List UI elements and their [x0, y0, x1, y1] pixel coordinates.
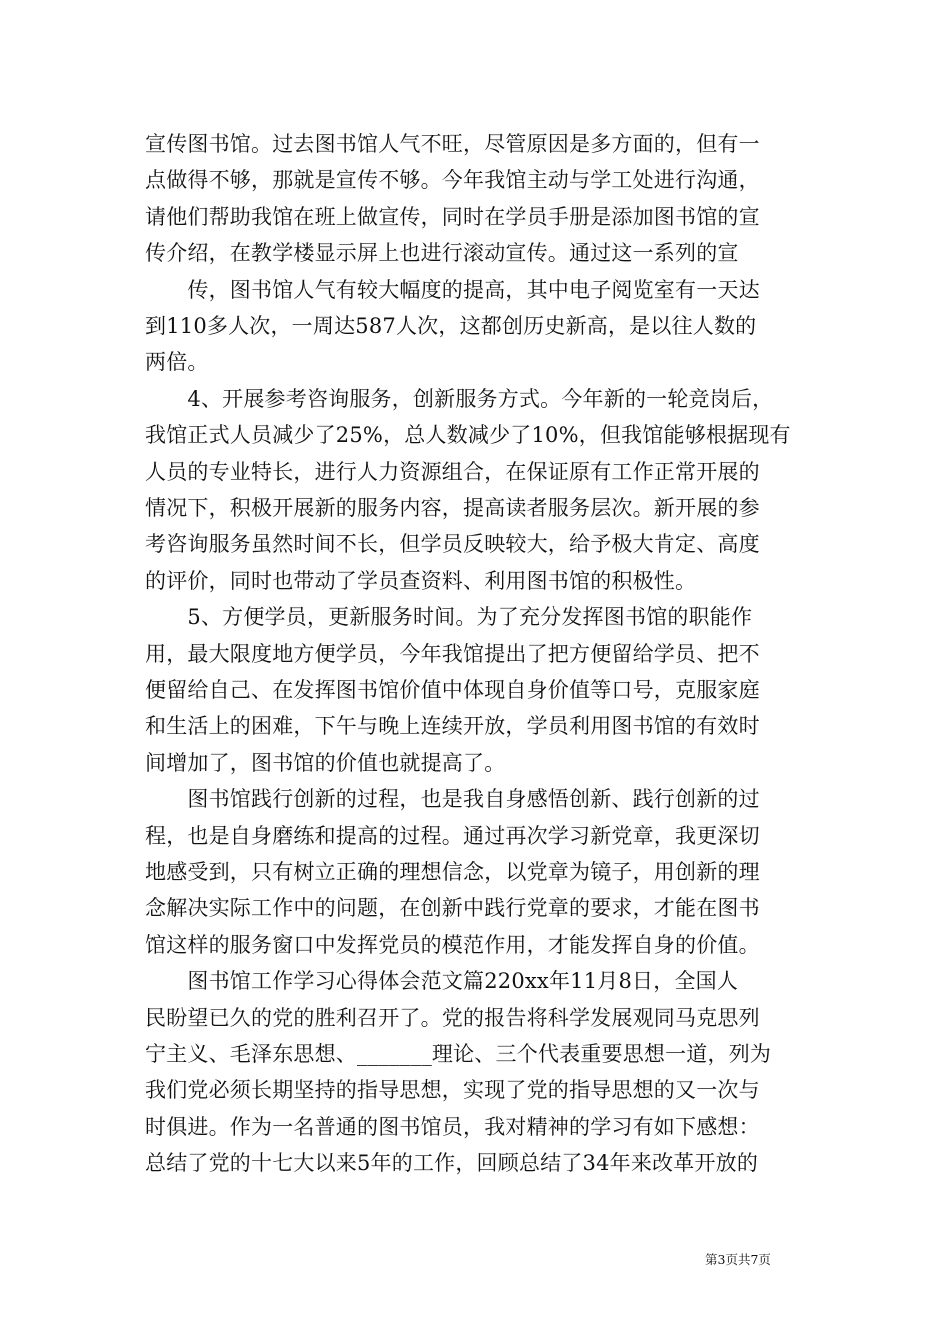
text-line: 我馆正式人员减少了25%，总人数减少了10%，但我馆能够根据现有 — [145, 423, 791, 448]
text-line: 便留给自己、在发挥图书馆价值中体现自身价值等口号，克服家庭 — [145, 678, 760, 702]
page-footer: 第3页共7页 — [705, 1252, 771, 1267]
text-line: 宣传图书馆。过去图书馆人气不旺，尽管原因是多方面的，但有一 — [145, 132, 760, 156]
text-line: 考咨询服务虽然时间不长，但学员反映较大，给予极大肯定、高度 — [145, 532, 760, 557]
text-line: 到110多人次，一周达587人次，这都创历史新高，是以往人数的 — [145, 314, 757, 338]
text-line: 地感受到，只有树立正确的理想信念，以党章为镜子，用创新的理 — [145, 860, 760, 884]
text-line: 4、开展参考咨询服务，创新服务方式。今年新的一轮竞岗后， — [145, 386, 774, 411]
text-line: 情况下，积极开展新的服务内容，提高读者服务层次。新开展的参 — [145, 496, 760, 520]
text-line: 的评价，同时也带动了学员查资料、利用图书馆的积极性。 — [145, 568, 697, 593]
text-line: 馆这样的服务窗口中发挥党员的模范作用，才能发挥自身的价值。 — [145, 932, 760, 957]
text-line: 民盼望已久的党的胜利召开了。党的报告将科学发展观同马克思列 — [145, 1005, 760, 1030]
text-line: 图书馆工作学习心得体会范文篇220xx年11月8日，全国人 — [145, 969, 739, 994]
text-line: 和生活上的困难，下午与晚上连续开放，学员利用图书馆的有效时 — [145, 714, 760, 739]
text-line: 时俱进。作为一名普通的图书馆员，我对精神的学习有如下感想： — [145, 1114, 760, 1139]
text-line: 点做得不够，那就是宣传不够。今年我馆主动与学工处进行沟通， — [145, 168, 760, 193]
text-line: 我们党必须长期坚持的指导思想，实现了党的指导思想的又一次与 — [145, 1078, 760, 1103]
text-line: 传介绍，在教学楼显示屏上也进行滚动宣传。通过这一系列的宣 — [145, 241, 739, 266]
text-line: 两倍。 — [145, 350, 209, 375]
text-line: 人员的专业特长，进行人力资源组合，在保证原有工作正常开展的 — [145, 459, 760, 484]
text-line: 宁主义、毛泽东思想、_______理论、三个代表重要思想一道，列为 — [145, 1042, 772, 1066]
text-line: 5、方便学员，更新服务时间。为了充分发挥图书馆的职能作 — [145, 605, 753, 630]
text-line: 间增加了，图书馆的价值也就提高了。 — [145, 750, 506, 775]
text-line: 用，最大限度地方便学员，今年我馆提出了把方便留给学员、把不 — [145, 641, 760, 666]
text-line: 程，也是自身磨练和提高的过程。通过再次学习新党章，我更深切 — [145, 823, 760, 848]
text-line: 请他们帮助我馆在班上做宣传，同时在学员手册是添加图书馆的宣 — [145, 204, 760, 229]
text-line: 念解决实际工作中的问题，在创新中践行党章的要求，才能在图书 — [145, 896, 760, 921]
text-line: 图书馆践行创新的过程，也是我自身感悟创新、践行创新的过 — [145, 787, 760, 812]
text-line: 总结了党的十七大以来5年的工作，回顾总结了34年来改革开放的 — [145, 1151, 759, 1176]
text-line: 传，图书馆人气有较大幅度的提高，其中电子阅览室有一天达 — [145, 277, 760, 302]
